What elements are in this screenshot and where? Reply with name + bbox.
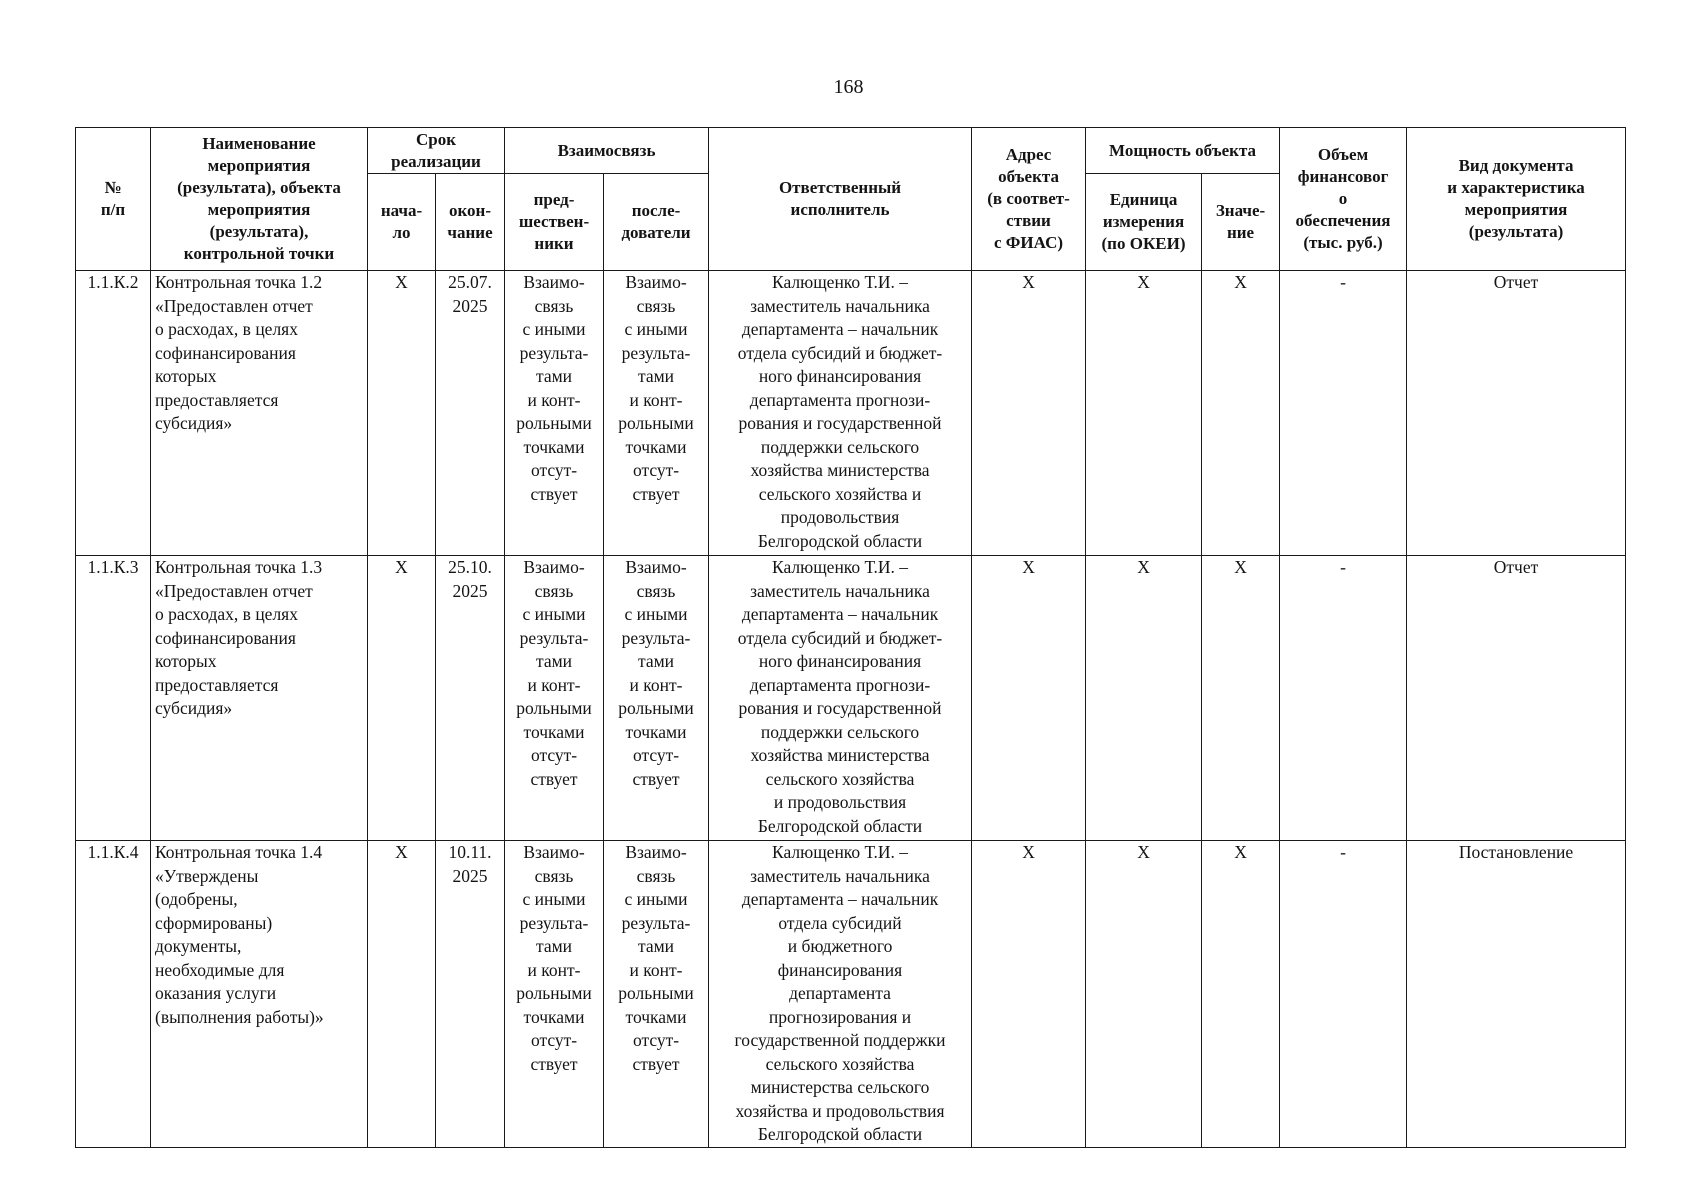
cell-pred: Взаимо- связь с иными результа- тами и конт- рольными точками отсут- ствует <box>505 271 604 556</box>
cell-executor: Калющенко Т.И. – заместитель начальника департамента – начальник отдела субсидий и бюджет- ного финансирования департамента прогнози- рования и государственной поддержки сельского хозяйства министерства сельского хозяйства и продовольствия Белгородской области <box>709 556 972 841</box>
header-period: Срок реализации <box>368 128 505 174</box>
cell-doc: Отчет <box>1407 556 1626 841</box>
header-num: № п/п <box>76 128 151 271</box>
cell-executor: Калющенко Т.И. – заместитель начальника департамента – начальник отдела субсидий и бюджетного финансирования департамента прогнозирования и государственной поддержки сельского хозяйства министерства сельского хозяйства и продовольствия Белгородской области <box>709 841 972 1148</box>
table-row <box>76 271 1626 556</box>
cell-name: Контрольная точка 1.2 «Предоставлен отчет о расходах, в целях софинансирования которых предоставляется субсидия» <box>151 271 368 556</box>
table-row <box>76 841 1626 1148</box>
cell-pred: Взаимо- связь с иными результа- тами и конт- рольными точками отсут- ствует <box>505 556 604 841</box>
cell-executor: Калющенко Т.И. – заместитель начальника департамента – начальник отдела субсидий и бюджет- ного финансирования департамента прогнози- рования и государственной поддержки сельского хозяйства министерства сельского хозяйства и продовольствия Белгородской области <box>709 271 972 556</box>
header-relation: Взаимосвязь <box>505 128 709 174</box>
header-capacity-value: Значе- ние <box>1202 174 1280 271</box>
cell-value: X <box>1202 841 1280 1148</box>
header-capacity-unit: Единица измерения (по ОКЕИ) <box>1086 174 1202 271</box>
cell-value: X <box>1202 556 1280 841</box>
cell-funding: - <box>1280 271 1407 556</box>
cell-num: 1.1.К.4 <box>76 841 151 1148</box>
cell-start: X <box>368 556 436 841</box>
header-period-start: нача- ло <box>368 174 436 271</box>
cell-address: X <box>972 556 1086 841</box>
cell-num: 1.1.К.2 <box>76 271 151 556</box>
cell-unit: X <box>1086 556 1202 841</box>
cell-doc: Отчет <box>1407 271 1626 556</box>
header-name: Наименование мероприятия (результата), объекта мероприятия (результата), контрольной точки <box>151 128 368 271</box>
header-doc-type: Вид документа и характеристика мероприятия (результата) <box>1407 128 1626 271</box>
cell-succ: Взаимо- связь с иными результа- тами и конт- рольными точками отсут- ствует <box>604 271 709 556</box>
cell-address: X <box>972 271 1086 556</box>
table-row <box>76 556 1626 841</box>
cell-name: Контрольная точка 1.4 «Утверждены (одобрены, сформированы) документы, необходимые для оказания услуги (выполнения работы)» <box>151 841 368 1148</box>
cell-unit: X <box>1086 841 1202 1148</box>
cell-succ: Взаимо- связь с иными результа- тами и конт- рольными точками отсут- ствует <box>604 556 709 841</box>
cell-start: X <box>368 841 436 1148</box>
page-number: 168 <box>833 76 864 98</box>
cell-value: X <box>1202 271 1280 556</box>
cell-pred: Взаимо- связь с иными результа- тами и конт- рольными точками отсут- ствует <box>505 841 604 1148</box>
cell-funding: - <box>1280 556 1407 841</box>
cell-end: 25.07. 2025 <box>436 271 505 556</box>
cell-address: X <box>972 841 1086 1148</box>
header-relation-succ: после- дователи <box>604 174 709 271</box>
header-relation-pred: пред- шествен- ники <box>505 174 604 271</box>
cell-funding: - <box>1280 841 1407 1148</box>
header-funding: Объем финансовог о обеспечения (тыс. руб.) <box>1280 128 1407 271</box>
cell-name: Контрольная точка 1.3 «Предоставлен отчет о расходах, в целях софинансирования которых предоставляется субсидия» <box>151 556 368 841</box>
cell-doc: Постановление <box>1407 841 1626 1148</box>
header-executor: Ответственный исполнитель <box>709 128 972 271</box>
cell-unit: X <box>1086 271 1202 556</box>
cell-num: 1.1.К.3 <box>76 556 151 841</box>
header-address: Адрес объекта (в соответ- ствии с ФИАС) <box>972 128 1086 271</box>
plan-table <box>75 127 1626 1148</box>
cell-start: X <box>368 271 436 556</box>
cell-end: 10.11. 2025 <box>436 841 505 1148</box>
header-capacity: Мощность объекта <box>1086 128 1280 174</box>
cell-end: 25.10. 2025 <box>436 556 505 841</box>
cell-succ: Взаимо- связь с иными результа- тами и конт- рольными точками отсут- ствует <box>604 841 709 1148</box>
header-period-end: окон- чание <box>436 174 505 271</box>
